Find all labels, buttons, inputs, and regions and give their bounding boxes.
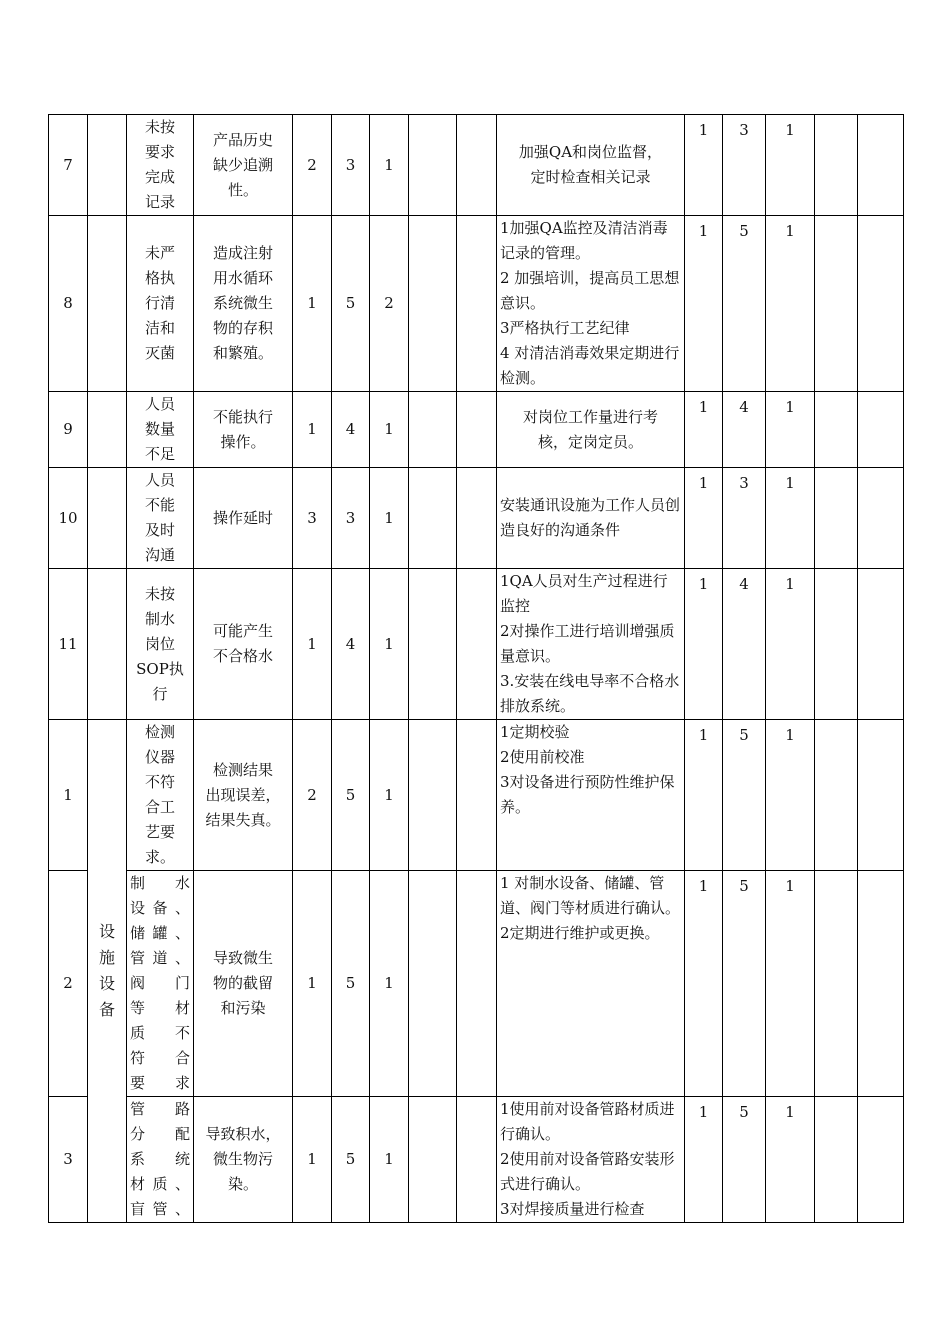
residual-detection-cell: 1 bbox=[766, 392, 815, 468]
detection-cell: 1 bbox=[370, 569, 409, 720]
measure-item: 2 加强培训，提高员工思想意识。 bbox=[500, 269, 680, 312]
severity-cell: 1 bbox=[293, 871, 332, 1097]
residual-detection-cell: 1 bbox=[766, 871, 815, 1097]
measures-cell bbox=[497, 569, 685, 720]
empty-cell bbox=[815, 216, 858, 392]
row-number: 11 bbox=[49, 569, 88, 720]
residual-occurrence-cell: 5 bbox=[723, 1097, 766, 1223]
row-number: 8 bbox=[49, 216, 88, 392]
residual-occurrence-cell: 4 bbox=[723, 392, 766, 468]
measure-item: 安装通讯设施为工作人员创造良好的沟通条件 bbox=[500, 496, 681, 539]
detection-cell: 1 bbox=[370, 468, 409, 569]
measures-cell bbox=[497, 392, 685, 468]
detection-cell: 1 bbox=[370, 871, 409, 1097]
severity-cell: 1 bbox=[293, 216, 332, 392]
effect-cell: 检测结果 出现误差， 结果失真。 bbox=[194, 720, 293, 871]
empty-cell bbox=[457, 216, 497, 392]
category-cell bbox=[88, 216, 127, 392]
empty-cell bbox=[815, 1097, 858, 1223]
occurrence-cell: 5 bbox=[332, 216, 370, 392]
residual-occurrence-cell: 3 bbox=[723, 468, 766, 569]
empty-cell bbox=[815, 468, 858, 569]
measure-item: 对岗位工作量进行考 bbox=[522, 407, 658, 426]
residual-occurrence-cell: 5 bbox=[723, 216, 766, 392]
table-row bbox=[49, 468, 904, 569]
measure-item: 3对焊接质量进行检查 bbox=[500, 1200, 645, 1218]
severity-cell: 2 bbox=[293, 115, 332, 216]
category-cell bbox=[88, 392, 127, 468]
occurrence-cell: 3 bbox=[332, 468, 370, 569]
row-number: 10 bbox=[49, 468, 88, 569]
empty-cell bbox=[457, 468, 497, 569]
empty-cell bbox=[409, 216, 457, 392]
empty-cell bbox=[858, 216, 904, 392]
measure-item: 1定期校验 bbox=[500, 723, 570, 741]
effect-cell: 导致积水， 微生物污 染。 bbox=[194, 1097, 293, 1223]
category-cell bbox=[88, 468, 127, 569]
empty-cell bbox=[815, 569, 858, 720]
detection-cell: 1 bbox=[370, 392, 409, 468]
empty-cell bbox=[858, 720, 904, 871]
measure-item: 核，定岗定员。 bbox=[537, 432, 643, 451]
severity-cell: 1 bbox=[293, 392, 332, 468]
empty-cell bbox=[409, 871, 457, 1097]
empty-cell bbox=[457, 720, 497, 871]
residual-severity-cell: 1 bbox=[685, 115, 723, 216]
detection-cell: 2 bbox=[370, 216, 409, 392]
measure-item: 定时检查相关记录 bbox=[530, 168, 651, 186]
empty-cell bbox=[409, 720, 457, 871]
residual-severity-cell: 1 bbox=[685, 468, 723, 569]
empty-cell bbox=[858, 1097, 904, 1223]
measure-item: 4 对清洁消毒效果定期进行检测。 bbox=[500, 344, 680, 387]
measure-item: 加强QA和岗位监督， bbox=[518, 143, 663, 161]
residual-severity-cell: 1 bbox=[685, 216, 723, 392]
occurrence-cell: 3 bbox=[332, 115, 370, 216]
measure-item: 2对操作工进行培训增强质量意识。 bbox=[500, 622, 675, 665]
residual-severity-cell: 1 bbox=[685, 871, 723, 1097]
residual-detection-cell: 1 bbox=[766, 115, 815, 216]
residual-severity-cell: 1 bbox=[685, 392, 723, 468]
occurrence-cell: 4 bbox=[332, 569, 370, 720]
row-number: 1 bbox=[49, 720, 88, 871]
table-row bbox=[49, 216, 904, 392]
measure-item: 2使用前对设备管路安装形式进行确认。 bbox=[500, 1150, 675, 1193]
severity-cell: 3 bbox=[293, 468, 332, 569]
residual-detection-cell: 1 bbox=[766, 569, 815, 720]
empty-cell bbox=[815, 115, 858, 216]
empty-cell bbox=[457, 569, 497, 720]
category-cell: 设 施 设 备 bbox=[88, 720, 127, 1223]
cause-cell: 未按 要求 完成 记录 bbox=[127, 115, 194, 216]
measures-cell bbox=[497, 115, 685, 216]
empty-cell bbox=[409, 115, 457, 216]
residual-detection-cell: 1 bbox=[766, 720, 815, 871]
severity-cell: 1 bbox=[293, 1097, 332, 1223]
empty-cell bbox=[409, 392, 457, 468]
effect-cell: 可能产生 不合格水 bbox=[194, 569, 293, 720]
table-body bbox=[49, 115, 904, 1223]
empty-cell bbox=[858, 468, 904, 569]
measures-cell bbox=[497, 216, 685, 392]
table-row bbox=[49, 392, 904, 468]
measures-cell bbox=[497, 1097, 685, 1223]
table-row bbox=[49, 115, 904, 216]
empty-cell bbox=[858, 569, 904, 720]
empty-cell bbox=[457, 1097, 497, 1223]
measures-cell bbox=[497, 720, 685, 871]
measures-cell bbox=[497, 871, 685, 1097]
residual-occurrence-cell: 4 bbox=[723, 569, 766, 720]
occurrence-cell: 4 bbox=[332, 392, 370, 468]
residual-occurrence-cell: 5 bbox=[723, 871, 766, 1097]
risk-assessment-table bbox=[48, 114, 904, 1223]
empty-cell bbox=[457, 115, 497, 216]
severity-cell: 2 bbox=[293, 720, 332, 871]
empty-cell bbox=[457, 871, 497, 1097]
measures-cell bbox=[497, 468, 685, 569]
row-number: 2 bbox=[49, 871, 88, 1097]
empty-cell bbox=[858, 392, 904, 468]
measure-item: 1 对制水设备、储罐、管道、阀门等材质进行确认。 bbox=[500, 874, 681, 917]
residual-detection-cell: 1 bbox=[766, 1097, 815, 1223]
row-number: 7 bbox=[49, 115, 88, 216]
effect-cell: 造成注射 用水循环 系统微生 物的存积 和繁殖。 bbox=[194, 216, 293, 392]
cause-cell: 未按 制水 岗位 SOP执 行 bbox=[127, 569, 194, 720]
table-row bbox=[49, 871, 904, 1097]
measure-item: 1加强QA监控及清洁消毒记录的管理。 bbox=[500, 219, 668, 262]
cause-cell: 制 水 设备、 储罐、 管道、 阀 门 等 材 质 不 符 合 要求 bbox=[127, 871, 194, 1097]
residual-detection-cell: 1 bbox=[766, 216, 815, 392]
category-cell bbox=[88, 569, 127, 720]
cause-cell: 人员 不能 及时 沟通 bbox=[127, 468, 194, 569]
empty-cell bbox=[858, 115, 904, 216]
measure-item: 3.安装在线电导率不合格水排放系统。 bbox=[500, 672, 680, 715]
table-row bbox=[49, 569, 904, 720]
empty-cell bbox=[815, 392, 858, 468]
empty-cell bbox=[858, 871, 904, 1097]
row-number: 9 bbox=[49, 392, 88, 468]
residual-severity-cell: 1 bbox=[685, 569, 723, 720]
table-row bbox=[49, 720, 904, 871]
effect-cell: 产品历史 缺少追溯 性。 bbox=[194, 115, 293, 216]
empty-cell bbox=[409, 569, 457, 720]
cause-cell: 检测 仪器 不符 合工 艺要 求。 bbox=[127, 720, 194, 871]
measure-item: 2使用前校准 bbox=[500, 748, 585, 766]
measure-item: 3对设备进行预防性维护保养。 bbox=[500, 773, 675, 816]
effect-cell: 操作延时 bbox=[194, 468, 293, 569]
cause-cell: 管 路 分 配 系 统 材质、 盲管、 bbox=[127, 1097, 194, 1223]
detection-cell: 1 bbox=[370, 720, 409, 871]
empty-cell bbox=[409, 468, 457, 569]
effect-cell: 不能执行 操作。 bbox=[194, 392, 293, 468]
category-cell bbox=[88, 115, 127, 216]
table-row bbox=[49, 1097, 904, 1223]
detection-cell: 1 bbox=[370, 1097, 409, 1223]
cause-cell: 未严 格执 行清 洁和 灭菌 bbox=[127, 216, 194, 392]
effect-cell: 导致微生 物的截留 和污染 bbox=[194, 871, 293, 1097]
measure-item: 1QA人员对生产过程进行监控 bbox=[500, 572, 668, 615]
cause-cell: 人员 数量 不足 bbox=[127, 392, 194, 468]
detection-cell: 1 bbox=[370, 115, 409, 216]
measure-item: 1使用前对设备管路材质进行确认。 bbox=[500, 1100, 675, 1143]
empty-cell bbox=[409, 1097, 457, 1223]
residual-severity-cell: 1 bbox=[685, 1097, 723, 1223]
occurrence-cell: 5 bbox=[332, 1097, 370, 1223]
occurrence-cell: 5 bbox=[332, 871, 370, 1097]
measure-item: 2定期进行维护或更换。 bbox=[500, 924, 660, 942]
measure-item: 3严格执行工艺纪律 bbox=[500, 319, 630, 337]
empty-cell bbox=[457, 392, 497, 468]
empty-cell bbox=[815, 871, 858, 1097]
row-number: 3 bbox=[49, 1097, 88, 1223]
residual-occurrence-cell: 5 bbox=[723, 720, 766, 871]
occurrence-cell: 5 bbox=[332, 720, 370, 871]
residual-detection-cell: 1 bbox=[766, 468, 815, 569]
residual-occurrence-cell: 3 bbox=[723, 115, 766, 216]
severity-cell: 1 bbox=[293, 569, 332, 720]
residual-severity-cell: 1 bbox=[685, 720, 723, 871]
empty-cell bbox=[815, 720, 858, 871]
